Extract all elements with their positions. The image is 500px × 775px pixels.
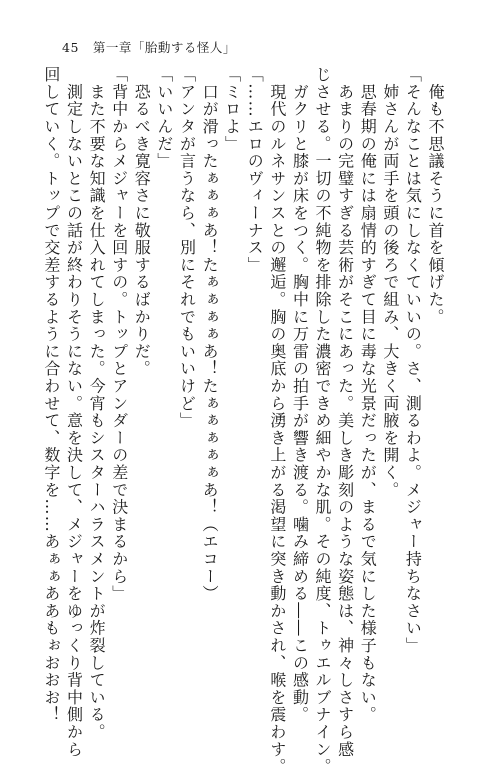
text-line: 回していく。トップで交差するように合わせて、数字を……あぁぁああもぉおおお！ — [41, 66, 61, 724]
text-line: また不要な知識を仕入れてしまった。今宵もシスターハラスメントが炸裂している。 — [87, 66, 107, 741]
text-line: 測定しないとこの話が終わりそうにない。意を決して、メジャーをゆっくり背中側から — [64, 66, 84, 758]
text-line: 現代のルネサンスとの邂逅。胸の奥底から湧き上がる渇望に突き動かされ、喉を震わす。 — [267, 66, 287, 775]
text-line: じさせる。一切の不純物を排除した濃密できめ細やかな肌。その純度、トゥエルブナイン。 — [313, 66, 333, 775]
text-line: 口が滑ったぁぁぁあ！たぁぁぁぁあ！たぁぁぁぁぁあ！（エコー） — [200, 66, 220, 603]
vertical-body-text — [41, 66, 446, 775]
text-line: あまりの完璧すぎる芸術がそこにあった。美しき彫刻のような姿態は、神々しさすら感 — [335, 66, 355, 758]
text-line: 「ミロよ」 — [222, 66, 242, 153]
text-line: 「いいんだ」 — [154, 66, 174, 170]
text-line: 「アンタが言うなら、別にそれでもいいけど」 — [177, 66, 197, 430]
chapter-title: 第一章「胎動する怪人」 — [92, 40, 236, 55]
text-line: 姉さんが両手を頭の後ろで組み、大きく両腋を開く。 — [380, 66, 400, 499]
running-header — [62, 38, 236, 56]
text-line: 「背中からメジャーを回すの。トップとアンダーの差で決まるから」 — [109, 66, 129, 603]
text-line: 恐るべき寛容さに敬服するばかりだ。 — [132, 66, 152, 378]
text-line: 思春期の俺には扇情的すぎて目に毒な光景だったが、まるで気にした様子もない。 — [358, 66, 378, 724]
text-line: 「……エロのヴィーナス」 — [245, 66, 265, 274]
text-line: 俺も不思議そうに首を傾げた。 — [426, 66, 445, 326]
text-line: ガクリと膝が床をつく。胸中に万雷の拍手が響き渡る。噛み締める――この感動。 — [290, 66, 310, 724]
page-number: 45 — [62, 40, 79, 55]
text-line: 「そんなことは気にしなくていいの。さ、測るわよ。メジャー持ちなさい」 — [403, 66, 423, 655]
